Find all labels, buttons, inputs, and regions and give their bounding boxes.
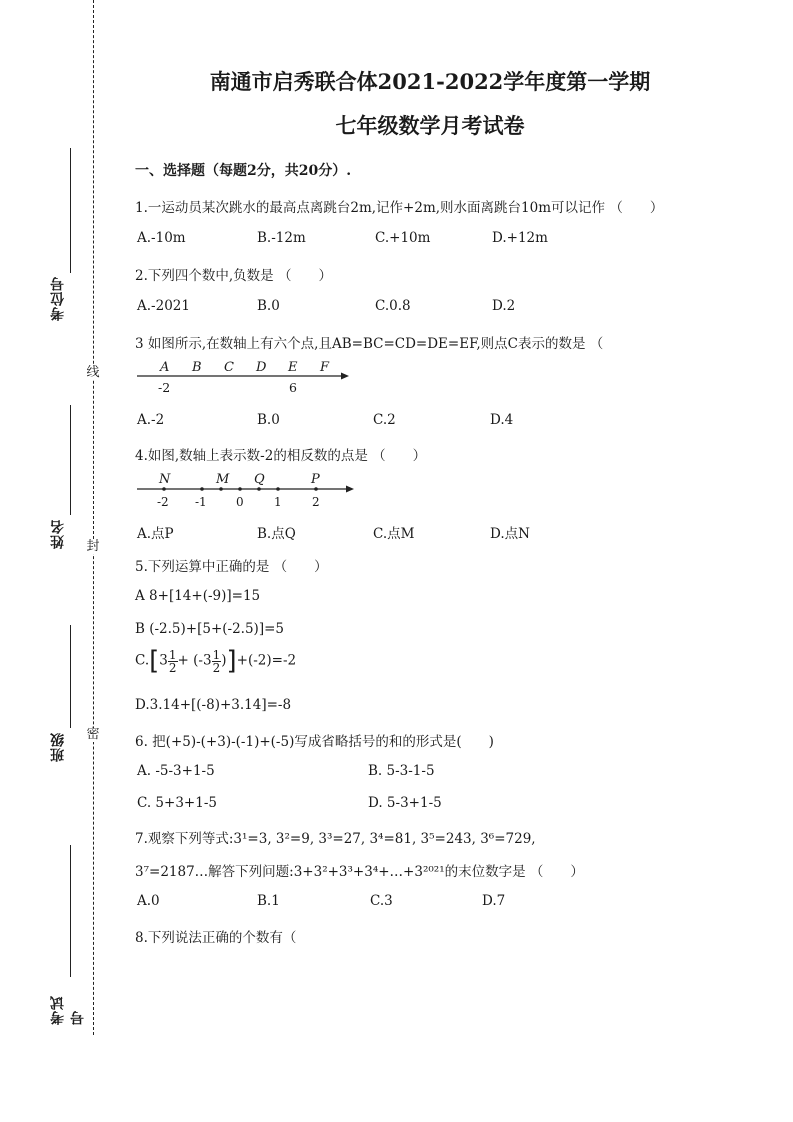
name-blank[interactable] [70,405,71,515]
section-header: 一、选择题（每题2分，共20分）. [135,163,352,179]
q2-option-d[interactable]: D.2 [492,298,516,314]
q5-option-c-prefix: C. [135,652,150,669]
exam-number-field[interactable] [48,845,86,1025]
exam-subtitle: 七年级数学月考试卷 [335,113,525,138]
q7-option-d[interactable]: D.7 [482,893,506,909]
q4-option-d[interactable]: D.点N [490,526,530,542]
q1-option-b[interactable]: B.-12m [257,230,306,246]
q1-stem: 1.一运动员某次跳水的最高点离跳台2m,记作+2m,则水面离跳台10m可以记作 （ ） [135,200,664,216]
q6-option-c[interactable]: C. 5+3+1-5 [137,795,217,811]
binding-mark-xian: 线 [82,366,104,380]
binding-dashed-line [93,0,94,1035]
q3-point-f-label: F [320,360,330,375]
class-blank[interactable] [70,625,71,728]
q7-option-a[interactable]: A.0 [137,893,160,909]
q4-point-p-label: P [311,472,320,487]
class-field[interactable] [48,625,74,765]
exam-number-blank[interactable] [70,845,71,977]
q3-point-d-label: D [256,360,267,375]
q7-line-1: 7.观察下列等式:3¹=3, 3²=9, 3³=27, 3⁴=81, 3⁵=243, 3⁶=729, [135,831,536,847]
q4-tick-label-0: 0 [236,495,244,509]
q4-number-line [135,468,365,512]
name-label: 姓名 [50,519,66,549]
q1-option-c[interactable]: C.+10m [375,230,431,246]
q3-option-b[interactable]: B.0 [257,412,280,428]
q5-option-c-tail: +(-2)=-2 [236,652,297,669]
q7-option-b[interactable]: B.1 [257,893,280,909]
q2-option-a[interactable]: A.-2021 [137,298,190,314]
q1-option-a[interactable]: A.-10m [137,230,186,246]
q5-option-b[interactable]: B (-2.5)+[5+(-2.5)]=5 [135,621,284,637]
q4-point-m [219,487,223,491]
name-field[interactable] [48,405,74,555]
q3-number-line [135,356,360,398]
q5-option-c-right-bracket: ] [226,646,237,676]
exam-title: 南通市启秀联合体2021-2022学年度第一学期 [209,69,651,94]
q4-tick-label--2: -2 [157,495,169,509]
q3-stem: 3 如图所示,在数轴上有六个点,且AB=BC=CD=DE=EF,则点C表示的数是 （ [135,336,604,352]
q4-tick-label-2: 2 [312,495,320,509]
q6-option-a[interactable]: A. -5-3+1-5 [137,763,215,779]
q3-value-e: 6 [289,380,297,395]
q4-axis-arrow [346,486,354,493]
q3-option-c[interactable]: C.2 [373,412,396,428]
exam-seat-field[interactable] [48,148,74,328]
q5-stem: 5.下列运算中正确的是 （ ） [135,559,328,575]
q4-tick-1 [276,487,280,491]
q4-stem: 4.如图,数轴上表示数-2的相反数的点是 （ ） [135,448,427,464]
q5-option-c-whole-1: 3 [159,652,168,669]
q3-option-d[interactable]: D.4 [490,412,514,428]
q5-option-c-middle: + (-3 [177,652,212,669]
q4-point-p [314,487,318,491]
q5-option-a[interactable]: A 8+[14+(-9)]=15 [135,588,261,604]
q4-point-q [257,487,261,491]
q6-option-b[interactable]: B. 5-3-1-5 [368,763,435,779]
q4-point-n [162,487,166,491]
q3-point-c-label: C [224,360,234,375]
q4-point-q-label: Q [254,472,265,487]
exam-seat-blank[interactable] [70,148,71,273]
q2-option-c[interactable]: C.0.8 [375,298,411,314]
q6-stem: 6. 把(+5)-(+3)-(-1)+(-5)写成省略括号的和的形式是( ) [135,734,494,750]
q4-option-a[interactable]: A.点P [137,526,174,542]
exam-seat-label: 考位号 [50,276,66,321]
q7-line-2: 3⁷=2187…解答下列问题:3+3²+3³+3⁴+…+3²⁰²¹的末位数字是 （ ） [135,864,584,880]
q3-point-e-label: E [288,360,298,375]
q5-option-c-fraction-1: $\frac{1}{2}$ [168,647,177,675]
q4-point-n-label: N [159,472,171,487]
q5-option-d[interactable]: D.3.14+[(-8)+3.14]=-8 [135,697,292,713]
q5-option-c-fraction-2: $\frac{1}{2}$ [212,647,221,675]
q8-stem: 8.下列说法正确的个数有（ [135,930,297,946]
q3-point-b-label: B [192,360,202,375]
q1-option-d[interactable]: D.+12m [492,230,548,246]
q4-point-m-label: M [216,472,230,487]
q6-option-d[interactable]: D. 5-3+1-5 [368,795,442,811]
binding-mark-feng: 封 [82,540,104,554]
q4-tick--1 [200,487,204,491]
q2-option-b[interactable]: B.0 [257,298,280,314]
q4-tick-label--1: -1 [195,495,207,509]
q3-option-a[interactable]: A.-2 [137,412,165,428]
q5-option-c-close-paren: ) [221,652,227,669]
class-label: 班级 [50,732,66,762]
q4-option-c[interactable]: C.点M [373,526,415,542]
q4-tick-label-1: 1 [274,495,282,509]
q2-stem: 2.下列四个数中,负数是 （ ） [135,268,332,284]
binding-mark-mi: 密 [82,728,104,742]
q7-option-c[interactable]: C.3 [370,893,393,909]
q3-value-a: -2 [158,380,171,395]
q5-option-c-left-bracket: [ [149,646,160,676]
q4-option-b[interactable]: B.点Q [257,526,296,542]
q4-tick-0 [238,487,242,491]
q3-point-a-label: A [160,360,170,375]
q3-axis-arrow [341,373,349,380]
exam-number-label: 考试号 [50,995,86,1025]
q5-option-c[interactable] [135,648,296,674]
